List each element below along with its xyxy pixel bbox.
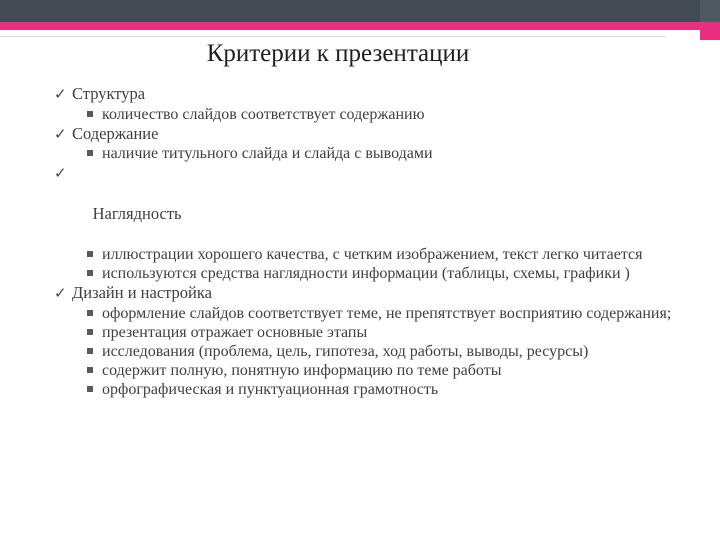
list-item (54, 361, 674, 380)
list-item-text: используются средства наглядности информации (таблицы, схемы, графики ) (102, 265, 630, 282)
square-bullet-icon (87, 251, 93, 257)
list-item (54, 245, 674, 264)
section-heading-text: Структура (72, 84, 146, 103)
square-bullet-icon (87, 367, 93, 373)
square-bullet-icon (87, 310, 93, 316)
square-bullet-icon (87, 386, 93, 392)
list-item (54, 342, 674, 361)
checkmark-icon: ✓ (54, 284, 67, 302)
list-item-text: орфографическая и пунктуационная грамотность (102, 380, 439, 398)
section-heading-structure (54, 84, 674, 105)
list-item (54, 380, 674, 399)
list-item-text: количество слайдов соответствует содержанию (102, 105, 425, 123)
slide-title-text: Критерии к презентации (206, 40, 470, 67)
list-item-text: оформление слайдов соответствует теме, не препятствует восприятию содержания; (102, 304, 672, 322)
section-heading-design (54, 283, 674, 304)
list-item (54, 304, 674, 323)
accent-band-gap (0, 30, 666, 32)
section-heading-content (54, 124, 674, 145)
list-item-text: иллюстрации хорошего качества, с четким изображением, текст легко читается (102, 246, 643, 263)
square-bullet-icon (87, 329, 93, 335)
list-item (54, 144, 674, 163)
top-bar (0, 0, 720, 22)
list-item (54, 323, 674, 342)
checkmark-icon: ✓ (54, 164, 67, 182)
section-heading-text: Содержание (72, 123, 159, 143)
list-item-text: наличие титульного слайда и слайда с выводами (102, 145, 433, 162)
list-item (54, 264, 674, 283)
accent-corner (700, 30, 720, 40)
top-bar-right-block (700, 0, 720, 22)
header-divider (0, 36, 666, 37)
section-heading-text: Дизайн и настройка (72, 283, 212, 302)
accent-band (0, 22, 720, 30)
checkmark-icon: ✓ (54, 85, 67, 103)
list-item (54, 105, 674, 124)
square-bullet-icon (87, 270, 93, 276)
square-bullet-icon (87, 150, 93, 156)
criteria-list (54, 84, 674, 399)
section-heading-text: Наглядность (88, 204, 182, 223)
square-bullet-icon (87, 111, 93, 117)
square-bullet-icon (87, 348, 93, 354)
checkmark-icon: ✓ (54, 124, 67, 143)
slide-title (0, 40, 700, 68)
list-item-text: содержит полную, понятную информацию по теме работы (102, 361, 502, 379)
section-heading-visuals (54, 163, 674, 245)
list-item-text: презентация отражает основные этапы (102, 323, 368, 341)
list-item-text: исследования (проблема, цель, гипотеза, ход работы, выводы, ресурсы) (102, 342, 589, 360)
